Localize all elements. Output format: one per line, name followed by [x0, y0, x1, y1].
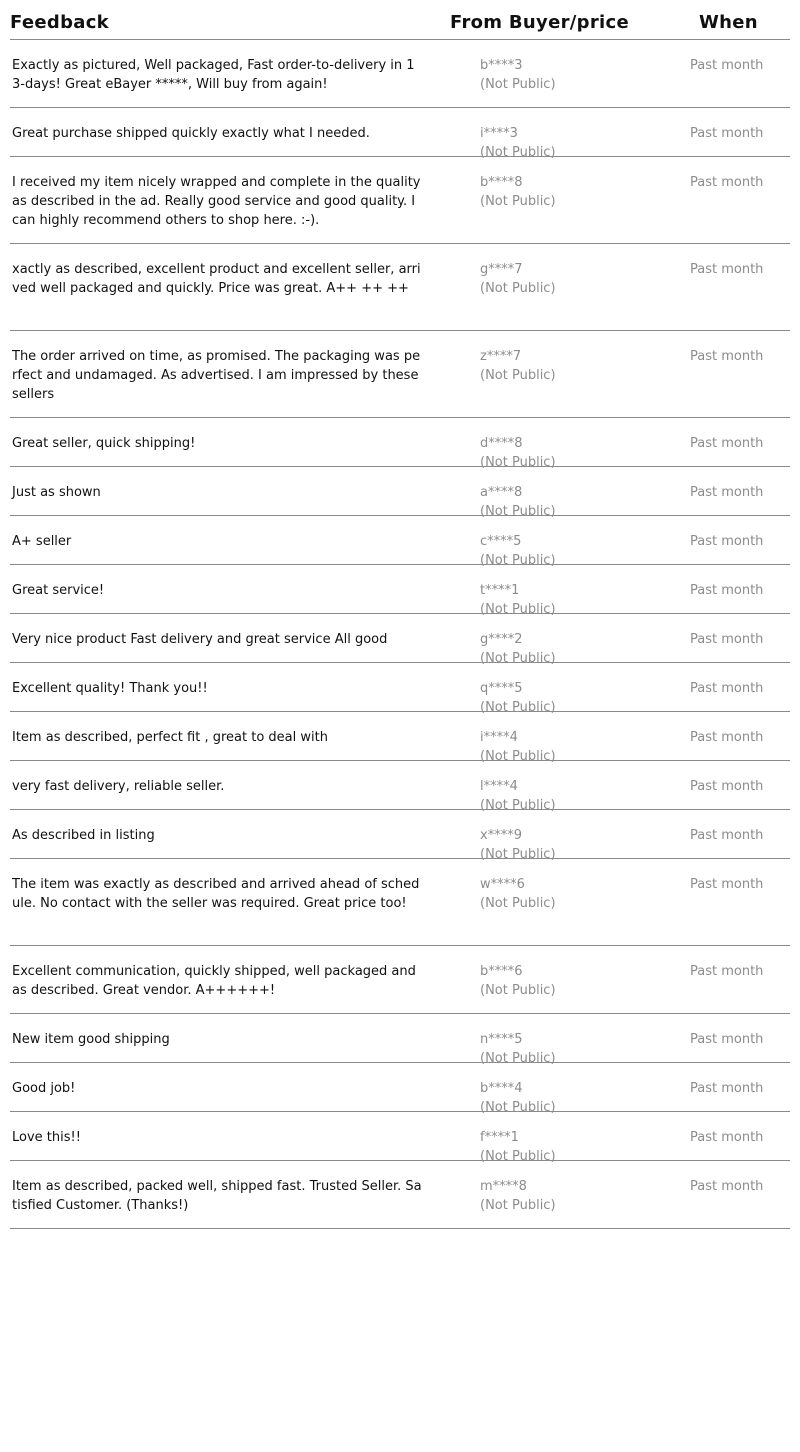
- buyer-name: i****4: [480, 730, 518, 745]
- buyer-price: (Not Public): [480, 896, 556, 911]
- buyer-name: b****6: [480, 964, 523, 979]
- feedback-time: Past month: [690, 1179, 764, 1194]
- table-row: [10, 761, 790, 813]
- feedback-comment: The item was exactly as described and arrived ahead of schedule. No contact with the seller was required. Great price too!: [12, 877, 420, 911]
- table-row: [10, 810, 790, 862]
- feedback-time: Past month: [690, 175, 764, 190]
- feedback-time: Past month: [690, 126, 764, 141]
- buyer-name: x****9: [480, 828, 522, 843]
- buyer-cell: [480, 260, 556, 298]
- feedback-comment: The order arrived on time, as promised. The packaging was perfect and undamaged. As advertised. I am impressed by these sellers: [12, 349, 423, 402]
- feedback-table: [10, 0, 790, 1229]
- table-row: [10, 467, 790, 519]
- feedback-comment: very fast delivery, reliable seller.: [12, 779, 225, 794]
- feedback-comment: I received my item nicely wrapped and complete in the quality as described in the ad. Really good service and good quality. I can highly recommend others to shop here. :-).: [12, 175, 425, 228]
- buyer-name: q****5: [480, 681, 523, 696]
- feedback-comment: New item good shipping: [12, 1032, 170, 1047]
- feedback-comment: A+ seller: [12, 534, 72, 549]
- table-header: [10, 0, 790, 40]
- feedback-comment: Great seller, quick shipping!: [12, 436, 196, 451]
- feedback-comment: Excellent communication, quickly shipped, well packaged and as described. Great vendor. A++++++!: [12, 964, 421, 998]
- buyer-price: (Not Public): [480, 1198, 556, 1213]
- buyer-name: b****8: [480, 175, 523, 190]
- feedback-comment: Great purchase shipped quickly exactly what I needed.: [12, 126, 370, 141]
- feedback-time: Past month: [690, 632, 764, 647]
- feedback-comment: Just as shown: [12, 485, 101, 500]
- buyer-name: t****1: [480, 583, 520, 598]
- feedback-comment: Great service!: [12, 583, 105, 598]
- buyer-name: g****7: [480, 262, 523, 277]
- feedback-time: Past month: [690, 1081, 764, 1096]
- buyer-price: (Not Public): [480, 749, 556, 764]
- feedback-column-header: Feedback: [10, 12, 109, 33]
- feedback-comment: Good job!: [12, 1081, 76, 1096]
- buyer-price: (Not Public): [480, 145, 556, 160]
- buyer-name: m****8: [480, 1179, 527, 1194]
- buyer-name: a****8: [480, 485, 523, 500]
- feedback-comment: Item as described, perfect fit , great to deal with: [12, 730, 328, 745]
- buyer-price: (Not Public): [480, 1100, 556, 1115]
- feedback-time: Past month: [690, 485, 764, 500]
- buyer-name: d****8: [480, 436, 523, 451]
- table-row: [10, 244, 790, 331]
- table-row: [10, 331, 790, 418]
- table-row: [10, 1161, 790, 1229]
- buyer-name: f****1: [480, 1130, 519, 1145]
- buyer-price: (Not Public): [480, 651, 556, 666]
- buyer-name: z****7: [480, 349, 522, 364]
- buyer-price: (Not Public): [480, 368, 556, 383]
- buyer-price: (Not Public): [480, 798, 556, 813]
- buyer-price: (Not Public): [480, 455, 556, 470]
- buyer-price: (Not Public): [480, 553, 556, 568]
- table-row: [10, 946, 790, 1014]
- feedback-time: Past month: [690, 58, 764, 73]
- when-column-header: When: [699, 12, 758, 33]
- feedback-time: Past month: [690, 779, 764, 794]
- buyer-price: (Not Public): [480, 1149, 556, 1164]
- buyer-name: b****4: [480, 1081, 523, 1096]
- buyer-name: g****2: [480, 632, 523, 647]
- table-row: [10, 1112, 790, 1164]
- buyer-cell: [480, 347, 556, 385]
- buyer-cell: [480, 1177, 556, 1215]
- feedback-comment: Item as described, packed well, shipped fast. Trusted Seller. Satisfied Customer. (Thanks!): [12, 1179, 422, 1213]
- buyer-price: (Not Public): [480, 504, 556, 519]
- feedback-time: Past month: [690, 681, 764, 696]
- feedback-time: Past month: [690, 964, 764, 979]
- buyer-price: (Not Public): [480, 281, 556, 296]
- buyer-column-header: From Buyer/price: [450, 12, 629, 33]
- feedback-comment: Exactly as pictured, Well packaged, Fast order-to-delivery in 13-days! Great eBayer *****, Will buy from again!: [12, 58, 415, 92]
- buyer-name: c****5: [480, 534, 522, 549]
- table-row: [10, 712, 790, 764]
- table-row: [10, 40, 790, 108]
- table-row: [10, 565, 790, 617]
- buyer-cell: [480, 962, 556, 1000]
- table-row: [10, 516, 790, 568]
- buyer-price: (Not Public): [480, 602, 556, 617]
- buyer-price: (Not Public): [480, 847, 556, 862]
- feedback-comment: As described in listing: [12, 828, 155, 843]
- buyer-name: l****4: [480, 779, 518, 794]
- feedback-time: Past month: [690, 534, 764, 549]
- table-row: [10, 859, 790, 946]
- buyer-cell: [480, 56, 556, 94]
- table-row: [10, 1014, 790, 1066]
- table-row: [10, 108, 790, 160]
- feedback-comment: Very nice product Fast delivery and great service All good: [12, 632, 388, 647]
- table-row: [10, 157, 790, 244]
- feedback-time: Past month: [690, 583, 764, 598]
- feedback-time: Past month: [690, 262, 764, 277]
- buyer-name: i****3: [480, 126, 518, 141]
- buyer-price: (Not Public): [480, 77, 556, 92]
- table-row: [10, 663, 790, 715]
- feedback-comment: Love this!!: [12, 1130, 81, 1145]
- buyer-cell: [480, 173, 556, 211]
- feedback-time: Past month: [690, 1032, 764, 1047]
- feedback-time: Past month: [690, 349, 764, 364]
- buyer-name: n****5: [480, 1032, 523, 1047]
- table-row: [10, 614, 790, 666]
- feedback-time: Past month: [690, 828, 764, 843]
- buyer-name: b****3: [480, 58, 523, 73]
- table-row: [10, 1063, 790, 1115]
- feedback-time: Past month: [690, 730, 764, 745]
- feedback-comment: xactly as described, excellent product and excellent seller, arrived well packaged and quickly. Price was great. A++ ++ ++: [12, 262, 421, 296]
- feedback-time: Past month: [690, 436, 764, 451]
- feedback-comment: Excellent quality! Thank you!!: [12, 681, 208, 696]
- buyer-cell: [480, 875, 556, 913]
- buyer-price: (Not Public): [480, 700, 556, 715]
- table-row: [10, 418, 790, 470]
- buyer-price: (Not Public): [480, 983, 556, 998]
- feedback-time: Past month: [690, 877, 764, 892]
- buyer-name: w****6: [480, 877, 525, 892]
- buyer-price: (Not Public): [480, 1051, 556, 1066]
- buyer-price: (Not Public): [480, 194, 556, 209]
- feedback-time: Past month: [690, 1130, 764, 1145]
